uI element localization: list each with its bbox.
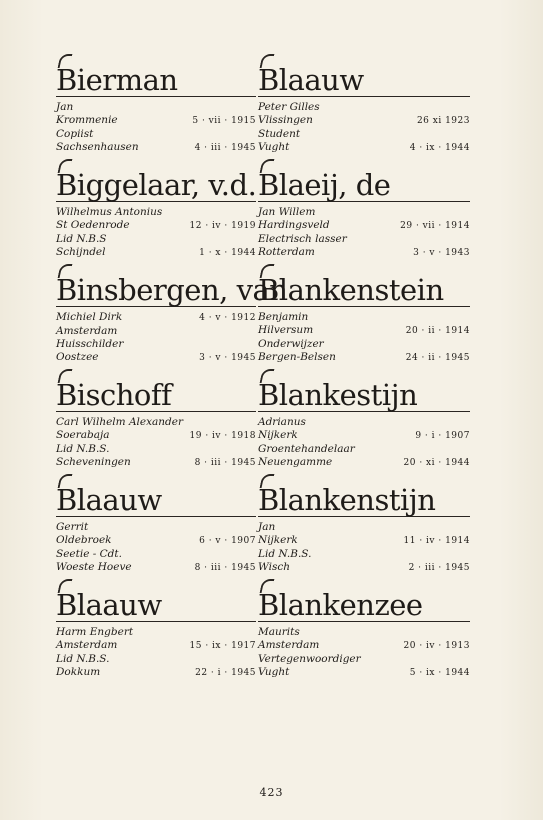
entry-line: Lid N.B.S. (56, 653, 110, 665)
entry-line: Peter Gilles (258, 101, 320, 113)
entry-line: Rotterdam 3 · v · 1943 (258, 246, 470, 258)
entry-line: Scheveningen 8 · iii · 1945 (56, 456, 256, 468)
surname: Bischoff (56, 365, 256, 411)
entry-line: Amsterdam 15 · ix · 1917 (56, 639, 256, 651)
entry-line: Michiel Dirk 4 · v · 1912 (56, 311, 256, 323)
surname: Blankestijn (258, 365, 470, 411)
entry-line: Sachsenhausen 4 · iii · 1945 (56, 141, 256, 153)
entry-line: Wilhelmus Antonius (56, 206, 163, 218)
entry-line: Amsterdam 20 · iv · 1913 (258, 639, 470, 651)
entry-line: Woeste Hoeve 8 · iii · 1945 (56, 561, 256, 573)
entry-line: Lid N.B.S (56, 233, 107, 245)
surname: Blaauw (258, 50, 470, 96)
entry-line: Soerabaja 19 · iv · 1918 (56, 429, 256, 441)
entry-line: Electrisch lasser (258, 233, 347, 245)
entry (56, 50, 256, 155)
entry-line: Amsterdam (56, 325, 118, 337)
entry (56, 155, 256, 260)
entry-line: Lid N.B.S. (56, 443, 110, 455)
entry-line: Dokkum 22 · i · 1945 (56, 666, 256, 678)
entry-line: Adrianus (258, 416, 306, 428)
surname: Blankenzee (258, 575, 470, 621)
entry-line: Copiist (56, 128, 94, 140)
entry (258, 365, 470, 470)
entry (56, 575, 256, 680)
entry (258, 470, 470, 575)
surname: Blaeij, de (258, 155, 470, 201)
entry-line: Onderwijzer (258, 338, 324, 350)
entry-line: Jan (258, 521, 276, 533)
entry (56, 470, 256, 575)
entry (258, 260, 470, 365)
surname: Blankenstein (258, 260, 470, 306)
entry-line: Wisch 2 · iii · 1945 (258, 561, 470, 573)
entry-line: Bergen-Belsen 24 · ii · 1945 (258, 351, 470, 363)
entry-line: Vught 5 · ix · 1944 (258, 666, 470, 678)
entry-line: Maurits (258, 626, 300, 638)
surname: Biggelaar, v.d. (56, 155, 256, 201)
entry (258, 155, 470, 260)
entry (258, 575, 470, 680)
entry-line: Benjamin (258, 311, 309, 323)
entry-line: Harm Engbert (56, 626, 134, 638)
entry-line: Hilversum 20 · ii · 1914 (258, 324, 470, 336)
surname: Blaauw (56, 470, 256, 516)
entry-line: Jan (56, 101, 74, 113)
entry-line: Gerrit (56, 521, 89, 533)
entry-line: Student (258, 128, 301, 140)
entry-line: St Oedenrode 12 · iv · 1919 (56, 219, 256, 231)
entry-line: Neuengamme 20 · xi · 1944 (258, 456, 470, 468)
entry-line: Schijndel 1 · x · 1944 (56, 246, 256, 258)
entry-line: Huisschilder (56, 338, 124, 350)
entry-line: Seetie - Cdt. (56, 548, 122, 560)
entry-line: Krommenie 5 · vii · 1915 (56, 114, 256, 126)
entry (258, 50, 470, 155)
entry-line: Nijkerk 9 · i · 1907 (258, 429, 470, 441)
surname: Blaauw (56, 575, 256, 621)
entry-line: Vertegenwoordiger (258, 653, 361, 665)
entry-line: Vught 4 · ix · 1944 (258, 141, 470, 153)
entry-line: Oldebroek 6 · v · 1907 (56, 534, 256, 546)
entry-line: Lid N.B.S. (258, 548, 312, 560)
right-column (258, 50, 470, 680)
entry-line: Carl Wilhelm Alexander (56, 416, 184, 428)
entry-line: Nijkerk 11 · iv · 1914 (258, 534, 470, 546)
entry-line: Jan Willem (258, 206, 316, 218)
page-number: 423 (259, 786, 284, 799)
entry-line: Hardingsveld 29 · vii · 1914 (258, 219, 470, 231)
surname: Binsbergen, van (56, 260, 256, 306)
entry-line: Vlissingen 26 xi 1923 (258, 114, 470, 126)
surname: Bierman (56, 50, 256, 96)
surname: Blankenstijn (258, 470, 470, 516)
entry-line: Groentehandelaar (258, 443, 355, 455)
entry (56, 365, 256, 470)
entry-line: Oostzee 3 · v · 1945 (56, 351, 256, 363)
